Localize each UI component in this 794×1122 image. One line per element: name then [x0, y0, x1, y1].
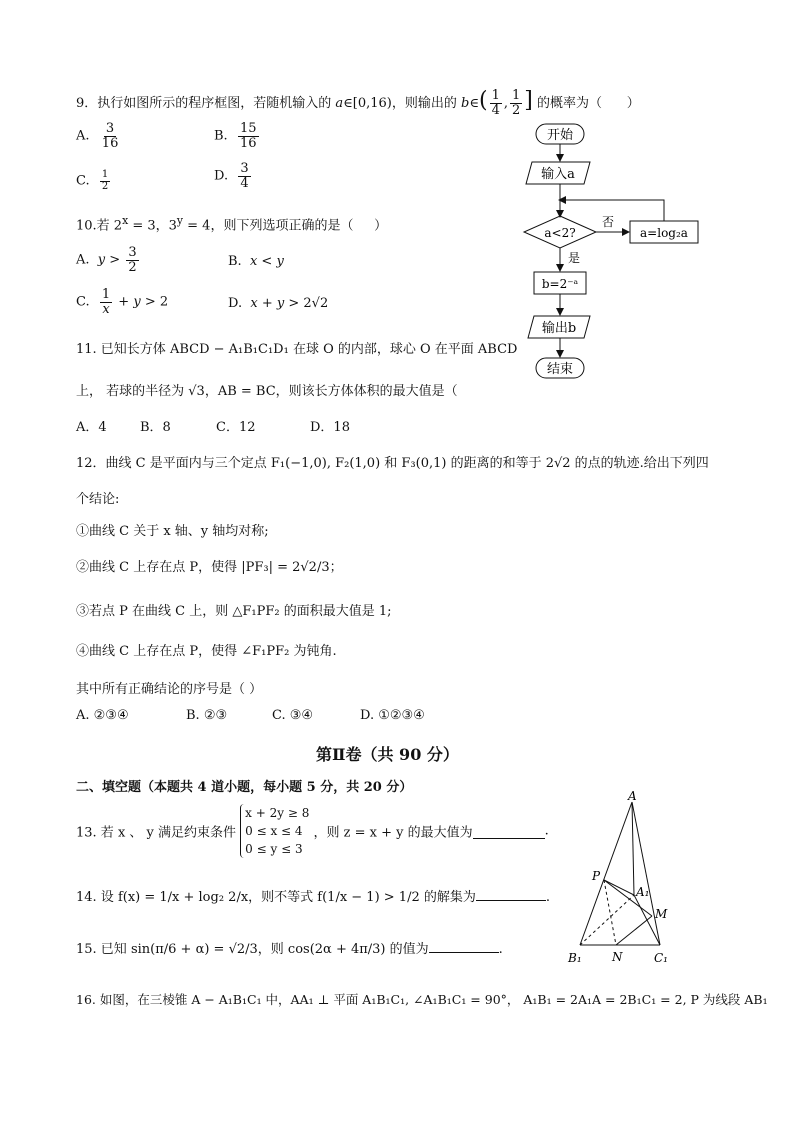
q12-line2: 个结论:	[76, 492, 120, 507]
q10-option-c[interactable]: C. $\frac{1}{x}$ + y > 2	[76, 287, 169, 317]
q9-text: 9．执行如图所示的程序框图，若随机输入的 a∈[0,16)，则输出的 b∈( $\frac{1}{4}$ , $\frac{1}{2}$ ] 的概率为（ ）	[76, 88, 640, 118]
q10-option-b[interactable]: B. x < y	[228, 254, 284, 269]
figure-label-b1: B₁	[568, 951, 582, 965]
flow-calc-label: b=2⁻ᵃ	[541, 277, 579, 291]
q13-constraint-2: 0 ≤ x ≤ 4	[245, 824, 303, 838]
figure-label-p: P	[592, 869, 601, 883]
fill-heading: 二、填空题（本题共 4 道小题，每小题 5 分，共 20 分）	[76, 780, 413, 795]
q10-option-d[interactable]: D. x + y > 2√2	[228, 296, 329, 311]
q12-option-c[interactable]: C. ③④	[272, 708, 314, 723]
q9-option-b[interactable]: B. $\frac{15}{16}$	[214, 121, 257, 151]
q11-line2: 上， 若球的半径为 √3，AB = BC，则该长方体体积的最大值是（	[76, 384, 458, 399]
figure-label-c1: C₁	[654, 951, 668, 965]
q11-option-a[interactable]: A．4	[76, 420, 107, 435]
figure-label-a1: A₁	[636, 885, 650, 899]
flowchart	[518, 118, 708, 386]
q13-post: ，则 z = x + y 的最大值为	[313, 825, 473, 841]
q13-constraint-3: 0 ≤ y ≤ 3	[245, 842, 303, 856]
q12-option-d[interactable]: D. ①②③④	[360, 708, 425, 723]
q14-answer-blank[interactable]	[476, 888, 546, 901]
q9-text-part: 9．执行如图所示的程序框图，若随机输入的 a∈[0,16)，则输出的 b∈	[76, 96, 479, 111]
q14-end: .	[545, 890, 551, 905]
q9-option-a[interactable]: A. $\frac{3}{16}$	[76, 121, 119, 151]
flow-yes-label: 是	[567, 251, 581, 265]
flow-cond-label: a<2?	[544, 226, 576, 240]
q9-interval: (	[478, 88, 488, 113]
flow-assign-label: a=log₂a	[640, 226, 688, 240]
q13-answer-blank[interactable]	[473, 824, 545, 839]
q15-end: .	[498, 942, 503, 957]
q11-option-c[interactable]: C．12	[216, 420, 256, 435]
q13-constraint-1: x + 2y ≥ 8	[245, 806, 310, 820]
q11-option-d[interactable]: D．18	[310, 420, 350, 435]
q12-conclusion-3: ③若点 P 在曲线 C 上，则 △F₁PF₂ 的面积最大值是 1;	[76, 604, 392, 619]
q14-text: 14. 设 f(x) = 1/x + log₂ 2/x，则不等式 f(1/x − 1) > 1/2 的解集为	[76, 890, 476, 905]
flow-start-label: 开始	[546, 128, 574, 143]
section-title: 第Ⅱ卷（共 90 分）	[316, 745, 459, 764]
figure-label-n: N	[612, 950, 623, 964]
q12-conclusion-1: ①曲线 C 关于 x 轴、y 轴均对称;	[76, 524, 269, 539]
q11-line1: 11. 已知长方体 ABCD − A₁B₁C₁D₁ 在球 O 的内部，球心 O 在平面 ABCD	[76, 342, 518, 357]
q11-option-b[interactable]: B．8	[140, 420, 171, 435]
q9-option-d[interactable]: D. $\frac{3}{4}$	[214, 161, 249, 191]
tetrahedron-figure	[564, 790, 684, 970]
q13-pre: 13. 若 x 、 y 满足约束条件	[76, 825, 237, 841]
flow-end-label: 结束	[546, 362, 574, 377]
q12-conclusion-2: ②曲线 C 上存在点 P，使得 |PF₃| = 2√2/3；	[76, 560, 343, 575]
q9-option-c[interactable]: C. $\frac{1}{2}$	[76, 169, 109, 192]
flow-no-label: 否	[601, 215, 615, 229]
figure-label-a: A	[628, 790, 637, 803]
q15-text: 15. 已知 sin(π/6 + α) = √2/3，则 cos(2α + 4π/3) 的值为	[76, 942, 429, 957]
q13-end: .	[544, 823, 549, 839]
q15-answer-blank[interactable]	[429, 940, 499, 953]
q14	[76, 886, 550, 905]
q13-constraints	[240, 804, 309, 858]
q12-option-b[interactable]: B. ②③	[186, 708, 228, 723]
q12-option-a[interactable]: A. ②③④	[76, 708, 129, 723]
q16-text: 16. 如图，在三棱锥 A − A₁B₁C₁ 中，AA₁ ⊥ 平面 A₁B₁C₁, ∠A₁B₁C₁ = 90°， A₁B₁ = 2A₁A = 2B₁C₁ = 2, P 为线段 AB₁	[76, 992, 768, 1007]
q10-option-a[interactable]: A. y > $\frac{3}{2}$	[76, 245, 137, 275]
flow-output-label: 输出b	[541, 321, 577, 336]
flow-input-label: 输入a	[541, 167, 575, 182]
q15	[76, 938, 503, 957]
q13	[76, 804, 549, 858]
q12-conclusion-4: ④曲线 C 上存在点 P，使得 ∠F₁PF₂ 为钝角.	[76, 644, 337, 659]
figure-label-m: M	[655, 907, 668, 921]
q12-line1: 12．曲线 C 是平面内与三个定点 F₁(−1,0), F₂(1,0) 和 F₃(0,1) 的距离的和等于 2√2 的点的轨迹.给出下列四	[76, 456, 709, 471]
q10-text: 10.若 $2^x = 3$，$3^y = 4$，则下列选项正确的是（ ）	[76, 214, 388, 234]
q12-ask: 其中所有正确结论的序号是（ ）	[76, 682, 263, 697]
